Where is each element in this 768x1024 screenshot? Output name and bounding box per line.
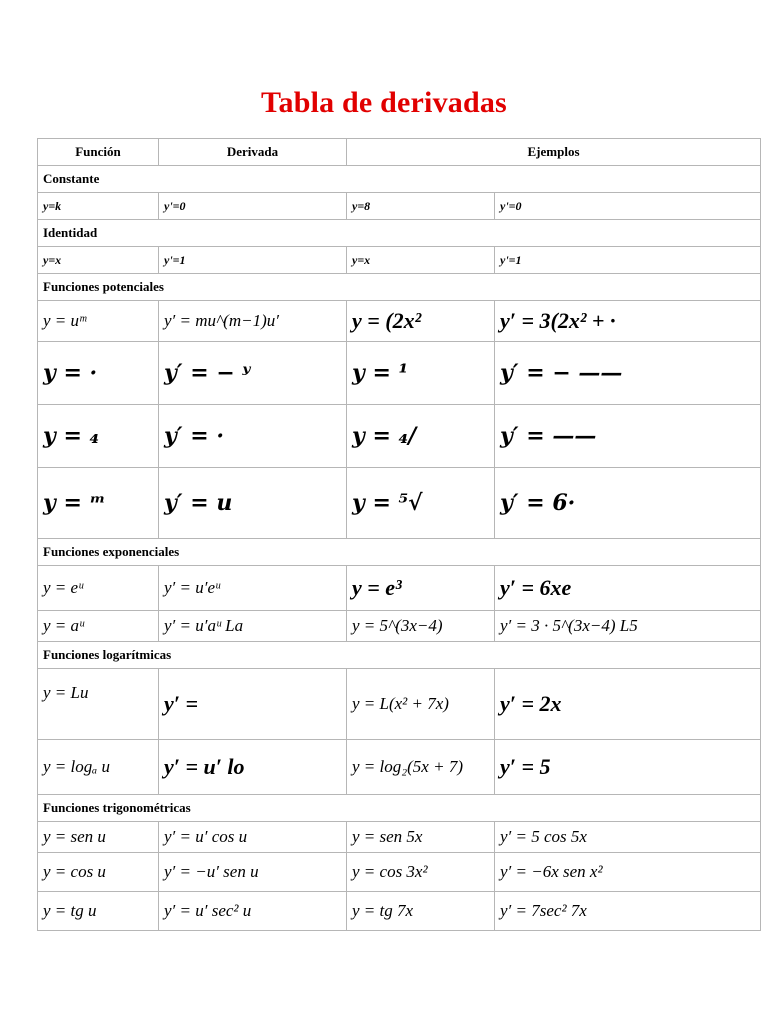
derivative-cell: y′ = u′ sec² u — [159, 892, 347, 931]
table-row — [38, 301, 761, 342]
table-row — [38, 468, 761, 539]
example-function-cell: y = log₂(5x + 7) — [347, 740, 495, 795]
table-row — [38, 740, 761, 795]
header-derivada: Derivada — [159, 139, 347, 166]
example-derivative-cell: y′ = −6x sen x² — [495, 853, 761, 892]
derivative-cell: y′ = u — [159, 468, 347, 539]
example-function-cell: y = e³ — [347, 566, 495, 611]
derivative-cell: y'=1 — [159, 247, 347, 274]
table-row — [38, 822, 761, 853]
example-derivative-cell: y′ = 2x — [495, 669, 761, 740]
table-row — [38, 669, 761, 740]
example-function-cell: y = sen 5x — [347, 822, 495, 853]
example-function-cell: y = ⁵√ — [347, 468, 495, 539]
example-function-cell: y = L(x² + 7x) — [347, 669, 495, 740]
function-cell: y = cos u — [38, 853, 159, 892]
table-row — [38, 342, 761, 405]
function-cell: y = · — [38, 342, 159, 405]
derivatives-table — [37, 138, 761, 931]
function-cell: y = tg u — [38, 892, 159, 931]
derivative-cell: y′ = mu^(m−1)u′ — [159, 301, 347, 342]
function-cell: y = ₄ — [38, 405, 159, 468]
derivative-cell: y′ = −u′ sen u — [159, 853, 347, 892]
example-derivative-cell: y′ = 7sec² 7x — [495, 892, 761, 931]
derivative-cell: y′ = − ʸ — [159, 342, 347, 405]
function-cell: y=x — [38, 247, 159, 274]
function-cell: y = uᵐ — [38, 301, 159, 342]
function-cell: y = logₐ u — [38, 740, 159, 795]
example-function-cell: y=x — [347, 247, 495, 274]
example-derivative-cell: y′ = 5 cos 5x — [495, 822, 761, 853]
example-function-cell: y=8 — [347, 193, 495, 220]
section-row — [38, 274, 761, 301]
table-header-row — [38, 139, 761, 166]
section-row — [38, 539, 761, 566]
example-function-cell: y = (2x² — [347, 301, 495, 342]
section-row — [38, 795, 761, 822]
function-cell: y=k — [38, 193, 159, 220]
table-row — [38, 892, 761, 931]
example-derivative-cell: y′ = 3(2x² + · — [495, 301, 761, 342]
table-row — [38, 853, 761, 892]
example-derivative-cell: y'=0 — [495, 193, 761, 220]
table-row — [38, 247, 761, 274]
derivative-cell: y′ = u′ cos u — [159, 822, 347, 853]
section-title: Funciones exponenciales — [38, 539, 761, 566]
table-row — [38, 611, 761, 642]
section-title: Identidad — [38, 220, 761, 247]
example-derivative-cell: y′ = − —— — [495, 342, 761, 405]
derivative-cell: y′ = · — [159, 405, 347, 468]
function-cell: y = sen u — [38, 822, 159, 853]
example-derivative-cell: y′ = 5 — [495, 740, 761, 795]
section-title: Funciones potenciales — [38, 274, 761, 301]
function-cell: y = aᵘ — [38, 611, 159, 642]
section-row — [38, 166, 761, 193]
example-function-cell: y = cos 3x² — [347, 853, 495, 892]
table-row — [38, 566, 761, 611]
example-derivative-cell: y'=1 — [495, 247, 761, 274]
section-title: Constante — [38, 166, 761, 193]
section-title: Funciones logarítmicas — [38, 642, 761, 669]
example-derivative-cell: y′ = 6xe — [495, 566, 761, 611]
page-title: Tabla de derivadas — [261, 86, 507, 119]
derivative-cell: y'=0 — [159, 193, 347, 220]
section-row — [38, 642, 761, 669]
derivative-cell: y′ = u′ lo — [159, 740, 347, 795]
table-row — [38, 193, 761, 220]
example-derivative-cell: y′ = 3 · 5^(3x−4) L5 — [495, 611, 761, 642]
function-cell: y = Lu — [38, 669, 159, 740]
table-row — [38, 405, 761, 468]
example-function-cell: y = ¹ — [347, 342, 495, 405]
header-funcion: Función — [38, 139, 159, 166]
derivative-cell: y′ = u′eᵘ — [159, 566, 347, 611]
derivative-cell: y′ = u′aᵘ La — [159, 611, 347, 642]
example-function-cell: y = 5^(3x−4) — [347, 611, 495, 642]
example-derivative-cell: y′ = 6· — [495, 468, 761, 539]
example-function-cell: y = tg 7x — [347, 892, 495, 931]
example-derivative-cell: y′ = —— — [495, 405, 761, 468]
function-cell: y = ᵐ — [38, 468, 159, 539]
section-title: Funciones trigonométricas — [38, 795, 761, 822]
section-row — [38, 220, 761, 247]
example-function-cell: y = ₄/ — [347, 405, 495, 468]
derivative-cell: y′ = — [159, 669, 347, 740]
header-ejemplos: Ejemplos — [347, 139, 761, 166]
function-cell: y = eᵘ — [38, 566, 159, 611]
